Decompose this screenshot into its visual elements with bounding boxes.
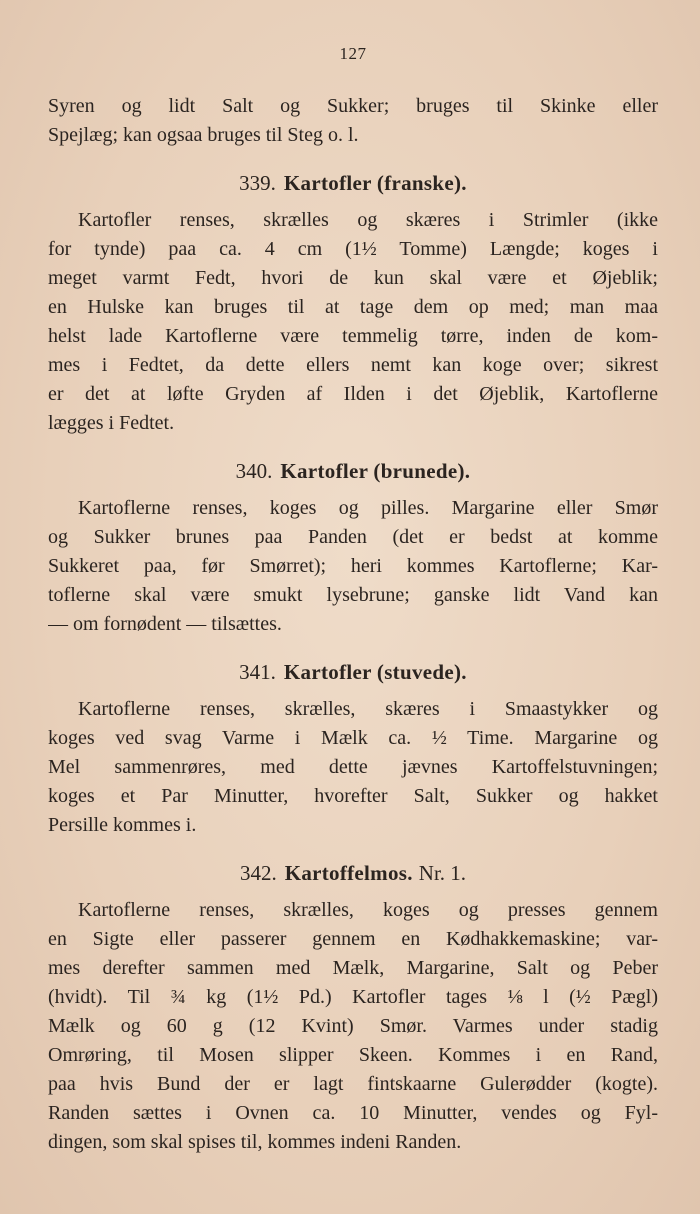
text-line: helst lade Kartoflerne være temmelig tørre, inden de kom- [48, 325, 658, 347]
text-line: paa hvis Bund der er lagt fintskaarne Gulerødder (kogte). [48, 1073, 658, 1095]
text-line: for tynde) paa ca. 4 cm (1½ Tomme) Længde; koges i [48, 238, 658, 260]
text-line: dingen, som skal spises til, kommes indeni Randen. [48, 1131, 462, 1153]
recipe-heading [48, 657, 658, 687]
text-line: en Hulske kan bruges til at tage dem op med; man maa [48, 296, 658, 318]
recipe-title: Kartofler (brunede). [280, 459, 471, 483]
recipe-339 [48, 168, 658, 438]
text-line: Syren og lidt Salt og Sukker; bruges til Skinke eller [48, 95, 658, 117]
text-line: Kartoflerne renses, skrælles, koges og presses gennem [78, 899, 658, 921]
text-line: mes i Fedtet, da dette ellers nemt kan koge over; sikrest [48, 354, 658, 376]
text-line: og Sukker brunes paa Panden (det er bedst at komme [48, 526, 658, 548]
page-number: 127 [339, 44, 367, 63]
recipe-title: Kartoffelmos. [284, 861, 413, 885]
text-line: Mælk og 60 g (12 Kvint) Smør. Varmes under stadig [48, 1015, 658, 1037]
text-line: (hvidt). Til ¾ kg (1½ Pd.) Kartofler tages ⅛ l (½ Pægl) [48, 986, 658, 1008]
text-line: Omrøring, til Mosen slipper Skeen. Kommes i en Rand, [48, 1044, 658, 1066]
text-line: koges et Par Minutter, hvorefter Salt, Sukker og hakket [48, 785, 658, 807]
text-line: toflerne skal være smukt lysebrune; ganske lidt Vand kan [48, 584, 658, 606]
recipe-342 [48, 858, 658, 1157]
recipe-340 [48, 456, 658, 639]
recipe-number: 339. [239, 171, 276, 195]
text-line: er det at løfte Gryden af Ilden i det Øjeblik, Kartoflerne [48, 383, 658, 405]
text-line: Kartoflerne renses, koges og pilles. Margarine eller Smør [78, 497, 658, 519]
text-line: Sukkeret paa, før Smørret); heri kommes Kartoflerne; Kar- [48, 555, 658, 577]
intro-text [48, 92, 658, 150]
text-line: — om fornødent — tilsættes. [48, 613, 282, 635]
text-line: Spejlæg; kan ogsaa bruges til Steg o. l. [48, 124, 359, 146]
recipe-number: 342. [239, 861, 277, 885]
text-line: meget varmt Fedt, hvori de kun skal være et Øjeblik; [48, 267, 658, 289]
recipe-title: Kartofler (franske). [283, 171, 467, 195]
text-line: lægges i Fedtet. [48, 412, 175, 434]
text-line: en Sigte eller passerer gennem en Kødhakkemaskine; var- [48, 928, 658, 950]
text-line: Persille kommes i. [48, 814, 197, 836]
recipe-heading [48, 456, 658, 486]
text-line: Kartoflerne renses, skrælles, skæres i Smaastykker og [78, 698, 658, 720]
recipe-number: 341. [239, 660, 276, 684]
text-line: mes derefter sammen med Mælk, Margarine, Salt og Peber [48, 957, 658, 979]
recipe-subtitle: Nr. 1. [418, 861, 467, 885]
text-line: koges ved svag Varme i Mælk ca. ½ Time. Margarine og [48, 727, 658, 749]
recipe-number: 340. [235, 459, 273, 483]
text-line: Mel sammenrøres, med dette jævnes Kartoffelstuvningen; [48, 756, 658, 778]
recipe-heading [48, 168, 658, 198]
text-line: Kartofler renses, skrælles og skæres i Strimler (ikke [78, 209, 658, 231]
text-line: Randen sættes i Ovnen ca. 10 Minutter, vendes og Fyl- [48, 1102, 658, 1124]
recipe-heading [48, 858, 658, 888]
recipe-title: Kartofler (stuvede). [283, 660, 467, 684]
recipe-341 [48, 657, 658, 840]
